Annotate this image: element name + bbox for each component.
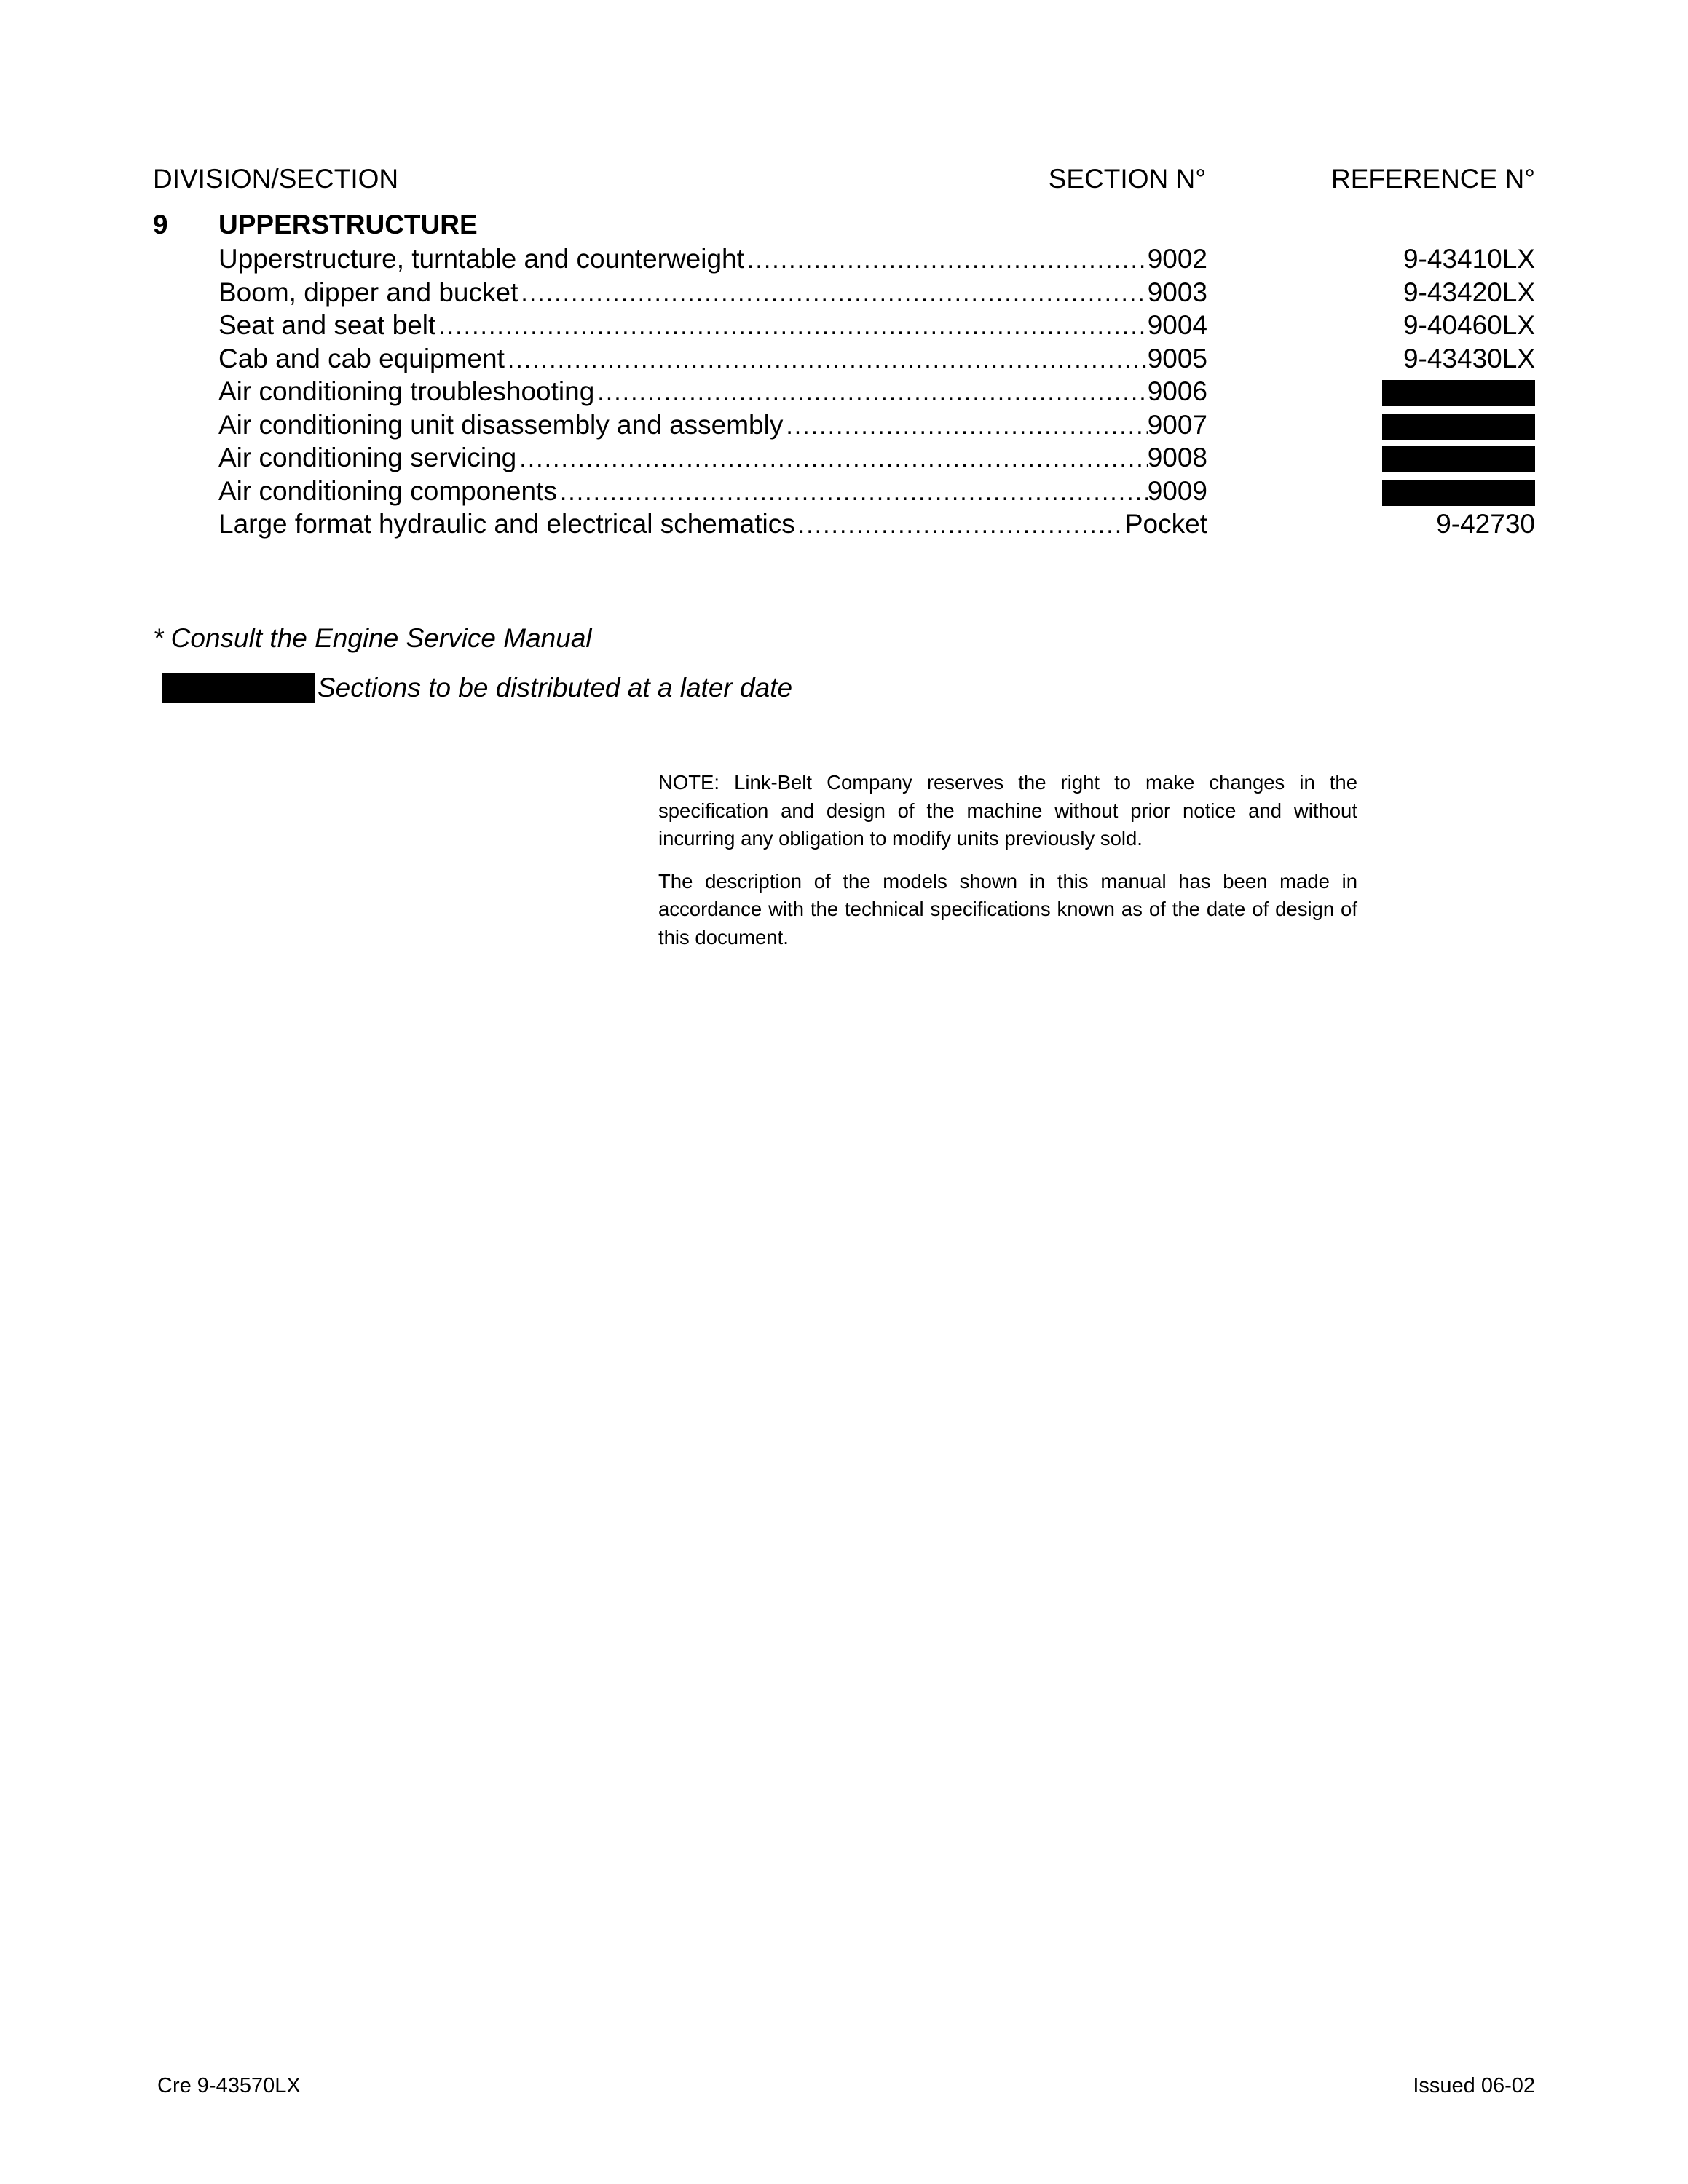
footer-issue-date: Issued 06-02	[1413, 2074, 1535, 2097]
toc-section-number: 9002	[1147, 244, 1207, 274]
toc-reference-number: 9-40460LX	[1403, 310, 1535, 340]
toc-title: Cab and cab equipment	[218, 343, 505, 373]
toc-reference-number: 9-43430LX	[1403, 343, 1535, 373]
note-paragraph: NOTE: Link-Belt Company reserves the right to make changes in the specification and design of the machine without prior notice and without incurring any obligation to modify units previously sold.	[658, 771, 1357, 850]
division-title: UPPERSTRUCTURE	[218, 210, 478, 240]
toc-reference-number: 9-42730	[1436, 509, 1535, 539]
toc-row	[218, 442, 1535, 475]
header-reference-number: REFERENCE N°	[1331, 164, 1535, 194]
toc-section-number: 9008	[1147, 443, 1207, 472]
dot-leader	[560, 476, 1148, 508]
toc-row	[218, 376, 1535, 409]
dot-leader	[519, 443, 1147, 475]
dot-leader	[508, 344, 1148, 376]
toc-reference-number: 9-43410LX	[1403, 244, 1535, 274]
toc-section-number: 9003	[1147, 277, 1207, 307]
toc-title: Large format hydraulic and electrical schematics	[218, 509, 795, 539]
redacted-reference-box	[1382, 380, 1535, 406]
redaction-legend-box	[162, 673, 315, 703]
header-section-number: SECTION N°	[1048, 164, 1206, 194]
toc-section-number: 9005	[1147, 343, 1207, 373]
dot-leader	[798, 509, 1125, 541]
division-number: 9	[153, 210, 168, 240]
dot-leader	[597, 376, 1147, 408]
toc-section-number: 9007	[1147, 409, 1207, 440]
note-paragraph: The description of the models shown in this manual has been made in accordance with the technical specifications known as of the date of design of this document.	[658, 869, 1357, 949]
toc-title: Seat and seat belt	[218, 310, 436, 340]
toc-title: Air conditioning troubleshooting	[218, 376, 595, 406]
toc-row	[218, 508, 1535, 542]
redacted-reference-box	[1382, 446, 1535, 472]
dot-leader	[438, 310, 1147, 342]
toc-row	[218, 475, 1535, 509]
dot-leader	[786, 410, 1147, 442]
toc-section-number: 9006	[1147, 376, 1207, 406]
footer-document-code: Cre 9-43570LX	[157, 2074, 301, 2097]
toc-row	[218, 277, 1535, 310]
note-block	[658, 769, 1357, 966]
footnote-engine-manual: * Consult the Engine Service Manual	[153, 623, 592, 653]
header-division-section: DIVISION/SECTION	[153, 164, 399, 194]
toc-reference-number: 9-43420LX	[1403, 277, 1535, 307]
toc-title: Boom, dipper and bucket	[218, 277, 518, 307]
dot-leader	[521, 277, 1147, 309]
toc-title: Air conditioning components	[218, 475, 557, 506]
table-header	[153, 164, 1535, 200]
toc-section-number: 9009	[1147, 475, 1207, 506]
redacted-reference-box	[1382, 480, 1535, 506]
table-of-contents	[218, 243, 1535, 542]
toc-row	[218, 409, 1535, 443]
toc-title: Air conditioning servicing	[218, 443, 517, 472]
toc-row	[218, 243, 1535, 277]
toc-row	[218, 343, 1535, 376]
toc-section-number: 9004	[1147, 310, 1207, 340]
toc-row	[218, 309, 1535, 343]
toc-title: Upperstructure, turntable and counterweight	[218, 244, 744, 274]
dot-leader	[747, 244, 1148, 276]
footnote-later-date-text: Sections to be distributed at a later date	[318, 673, 793, 703]
redacted-reference-box	[1382, 414, 1535, 440]
footnote-later-date	[162, 673, 792, 703]
toc-title: Air conditioning unit disassembly and assembly	[218, 409, 784, 440]
toc-section-number: Pocket	[1124, 509, 1207, 539]
